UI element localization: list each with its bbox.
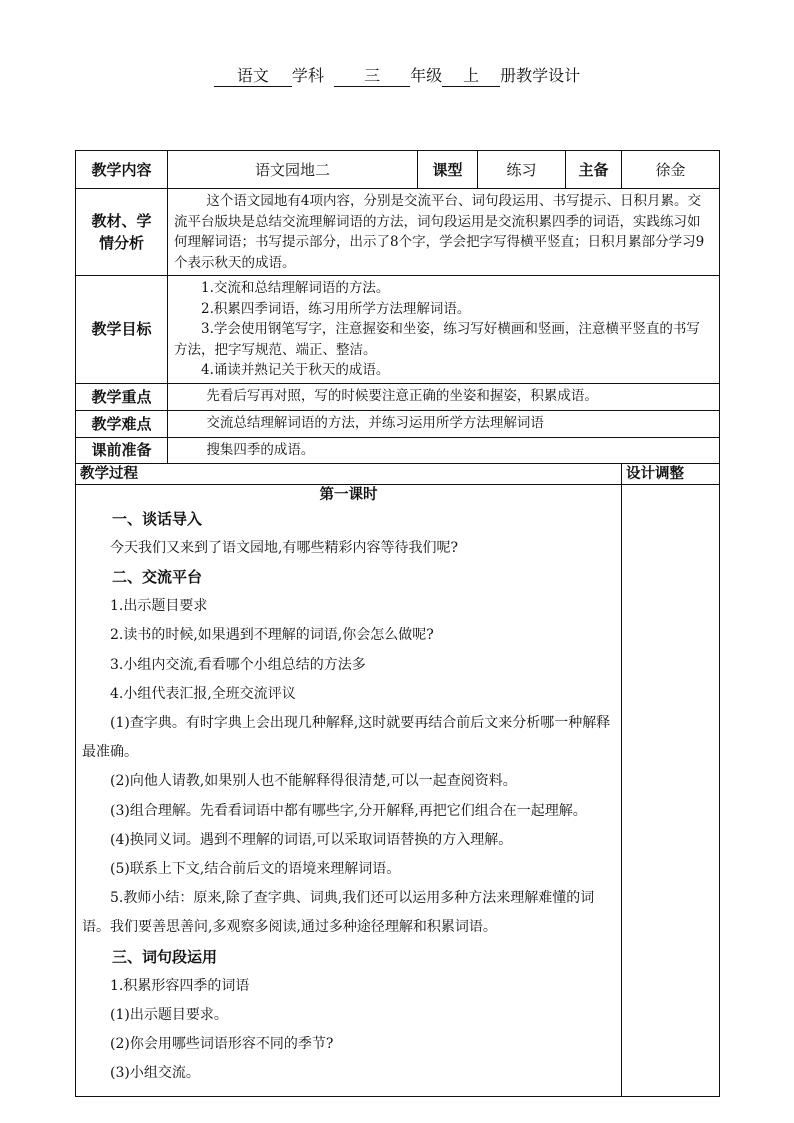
process-line: 4.小组代表汇报,全班交流评议: [110, 685, 296, 702]
goal-item: 4.诵读并熟记关于秋天的成语。: [201, 362, 390, 378]
analysis-label: 教材、学情分析: [76, 189, 168, 276]
goal-item: 3.学会使用钢笔写字，注意握姿和坐姿，练习写好横画和竖画，注意横平竖直的书写方法，把字写规范、端正、整洁。: [174, 321, 700, 358]
subject-value: 语文: [214, 66, 292, 87]
grade-value: 三: [334, 66, 410, 87]
difficulties-label: 教学难点: [76, 410, 168, 437]
lesson-title: 第一课时: [319, 486, 378, 503]
type-value: 练习: [478, 151, 566, 189]
prep-row: [76, 437, 720, 463]
process-line: (2)向他人请教,如果别人也不能解释得很清楚,可以一起查阅资料。: [110, 773, 517, 790]
document-title: [0, 66, 794, 87]
analysis-row: [76, 189, 720, 276]
key-points-row: [76, 383, 720, 410]
content-label: 教学内容: [76, 151, 168, 189]
adjust-label: 设计调整: [622, 463, 720, 484]
process-label: 教学过程: [76, 463, 622, 484]
process-line: 1.积累形容四季的词语: [110, 977, 250, 994]
key-points-label: 教学重点: [76, 383, 168, 410]
process-line: (1)出示题目要求。: [110, 1006, 228, 1023]
process-line: (1)查字典。有时字典上会出现几种解释,这时就要再结合前后文来分析哪一种解释最准确。: [82, 714, 611, 761]
difficulties-text: 交流总结理解词语的方法，并练习运用所学方法理解词语: [168, 410, 720, 437]
difficulties-row: [76, 410, 720, 437]
process-line: 3.小组内交流,看看哪个小组总结的方法多: [110, 656, 366, 673]
process-body-row: [76, 484, 720, 1096]
section-heading: 三、词句段运用: [112, 947, 218, 966]
goal-item: 1.交流和总结理解词语的方法。: [201, 280, 390, 296]
lesson-plan-table: [75, 150, 720, 1097]
content-value: 语文园地二: [168, 151, 418, 189]
key-points-text: 先看后写再对照，写的时候要注意正确的坐姿和握姿，积累成语。: [168, 383, 720, 410]
info-row: [76, 151, 720, 189]
process-line: (4)换同义词。遇到不理解的词语,可以采取词语替换的方入理解。: [110, 831, 513, 848]
section-heading: 一、谈话导入: [112, 509, 203, 528]
goals-list: [168, 276, 720, 384]
goals-row: [76, 276, 720, 384]
process-line: (3)组合理解。先看看词语中都有哪些字,分开解释,再把它们组合在一起理解。: [110, 802, 587, 819]
type-label: 课型: [418, 151, 478, 189]
analysis-text: 这个语文园地有4项内容，分别是交流平台、词句段运用、书写提示、日积月累。交流平台版块是总结交流理解词语的方法，词句段运用是交流积累四季的词语，实践练习如何理解词语；书写提示部分，出示了8个字，学会把字写得横平竖直；日积月累部分学习9个表示秋天的成语。: [168, 189, 720, 276]
process-header-row: [76, 463, 720, 484]
subject-suffix: 学科: [291, 66, 324, 85]
prep-label: 课前准备: [76, 437, 168, 463]
process-line: (2)你会用哪些词语形容不同的季节?: [110, 1036, 334, 1053]
process-body: [76, 484, 622, 1096]
process-line: 5.教师小结：原来,除了查字典、词典,我们还可以运用多种方法来理解难懂的词语。我们要善思善问,多观察多阅读,通过多种途径理解和积累词语。: [82, 890, 595, 936]
process-line: (3)小组交流。: [110, 1065, 200, 1082]
goals-label: 教学目标: [76, 276, 168, 384]
process-line: 2.读书的时候,如果遇到不理解的词语,你会怎么做呢?: [110, 627, 434, 644]
prep-text: 搜集四季的成语。: [168, 437, 720, 463]
process-line: (5)联系上下文,结合前后文的语境来理解词语。: [110, 860, 401, 877]
process-line: 1.出示题目要求: [110, 598, 208, 615]
lead-value: 徐金: [622, 151, 720, 189]
grade-suffix: 年级: [410, 66, 443, 85]
section-heading: 二、交流平台: [112, 567, 203, 586]
goal-item: 2.积累四季词语，练习用所学方法理解词语。: [201, 300, 471, 317]
volume-suffix: 册教学设计: [500, 66, 581, 85]
process-lines: [76, 505, 621, 1089]
lead-label: 主备: [566, 151, 622, 189]
adjust-body: [622, 484, 720, 1096]
volume-value: 上: [442, 66, 500, 87]
process-line: 今天我们又来到了语文园地,有哪些精彩内容等待我们呢?: [110, 539, 458, 556]
